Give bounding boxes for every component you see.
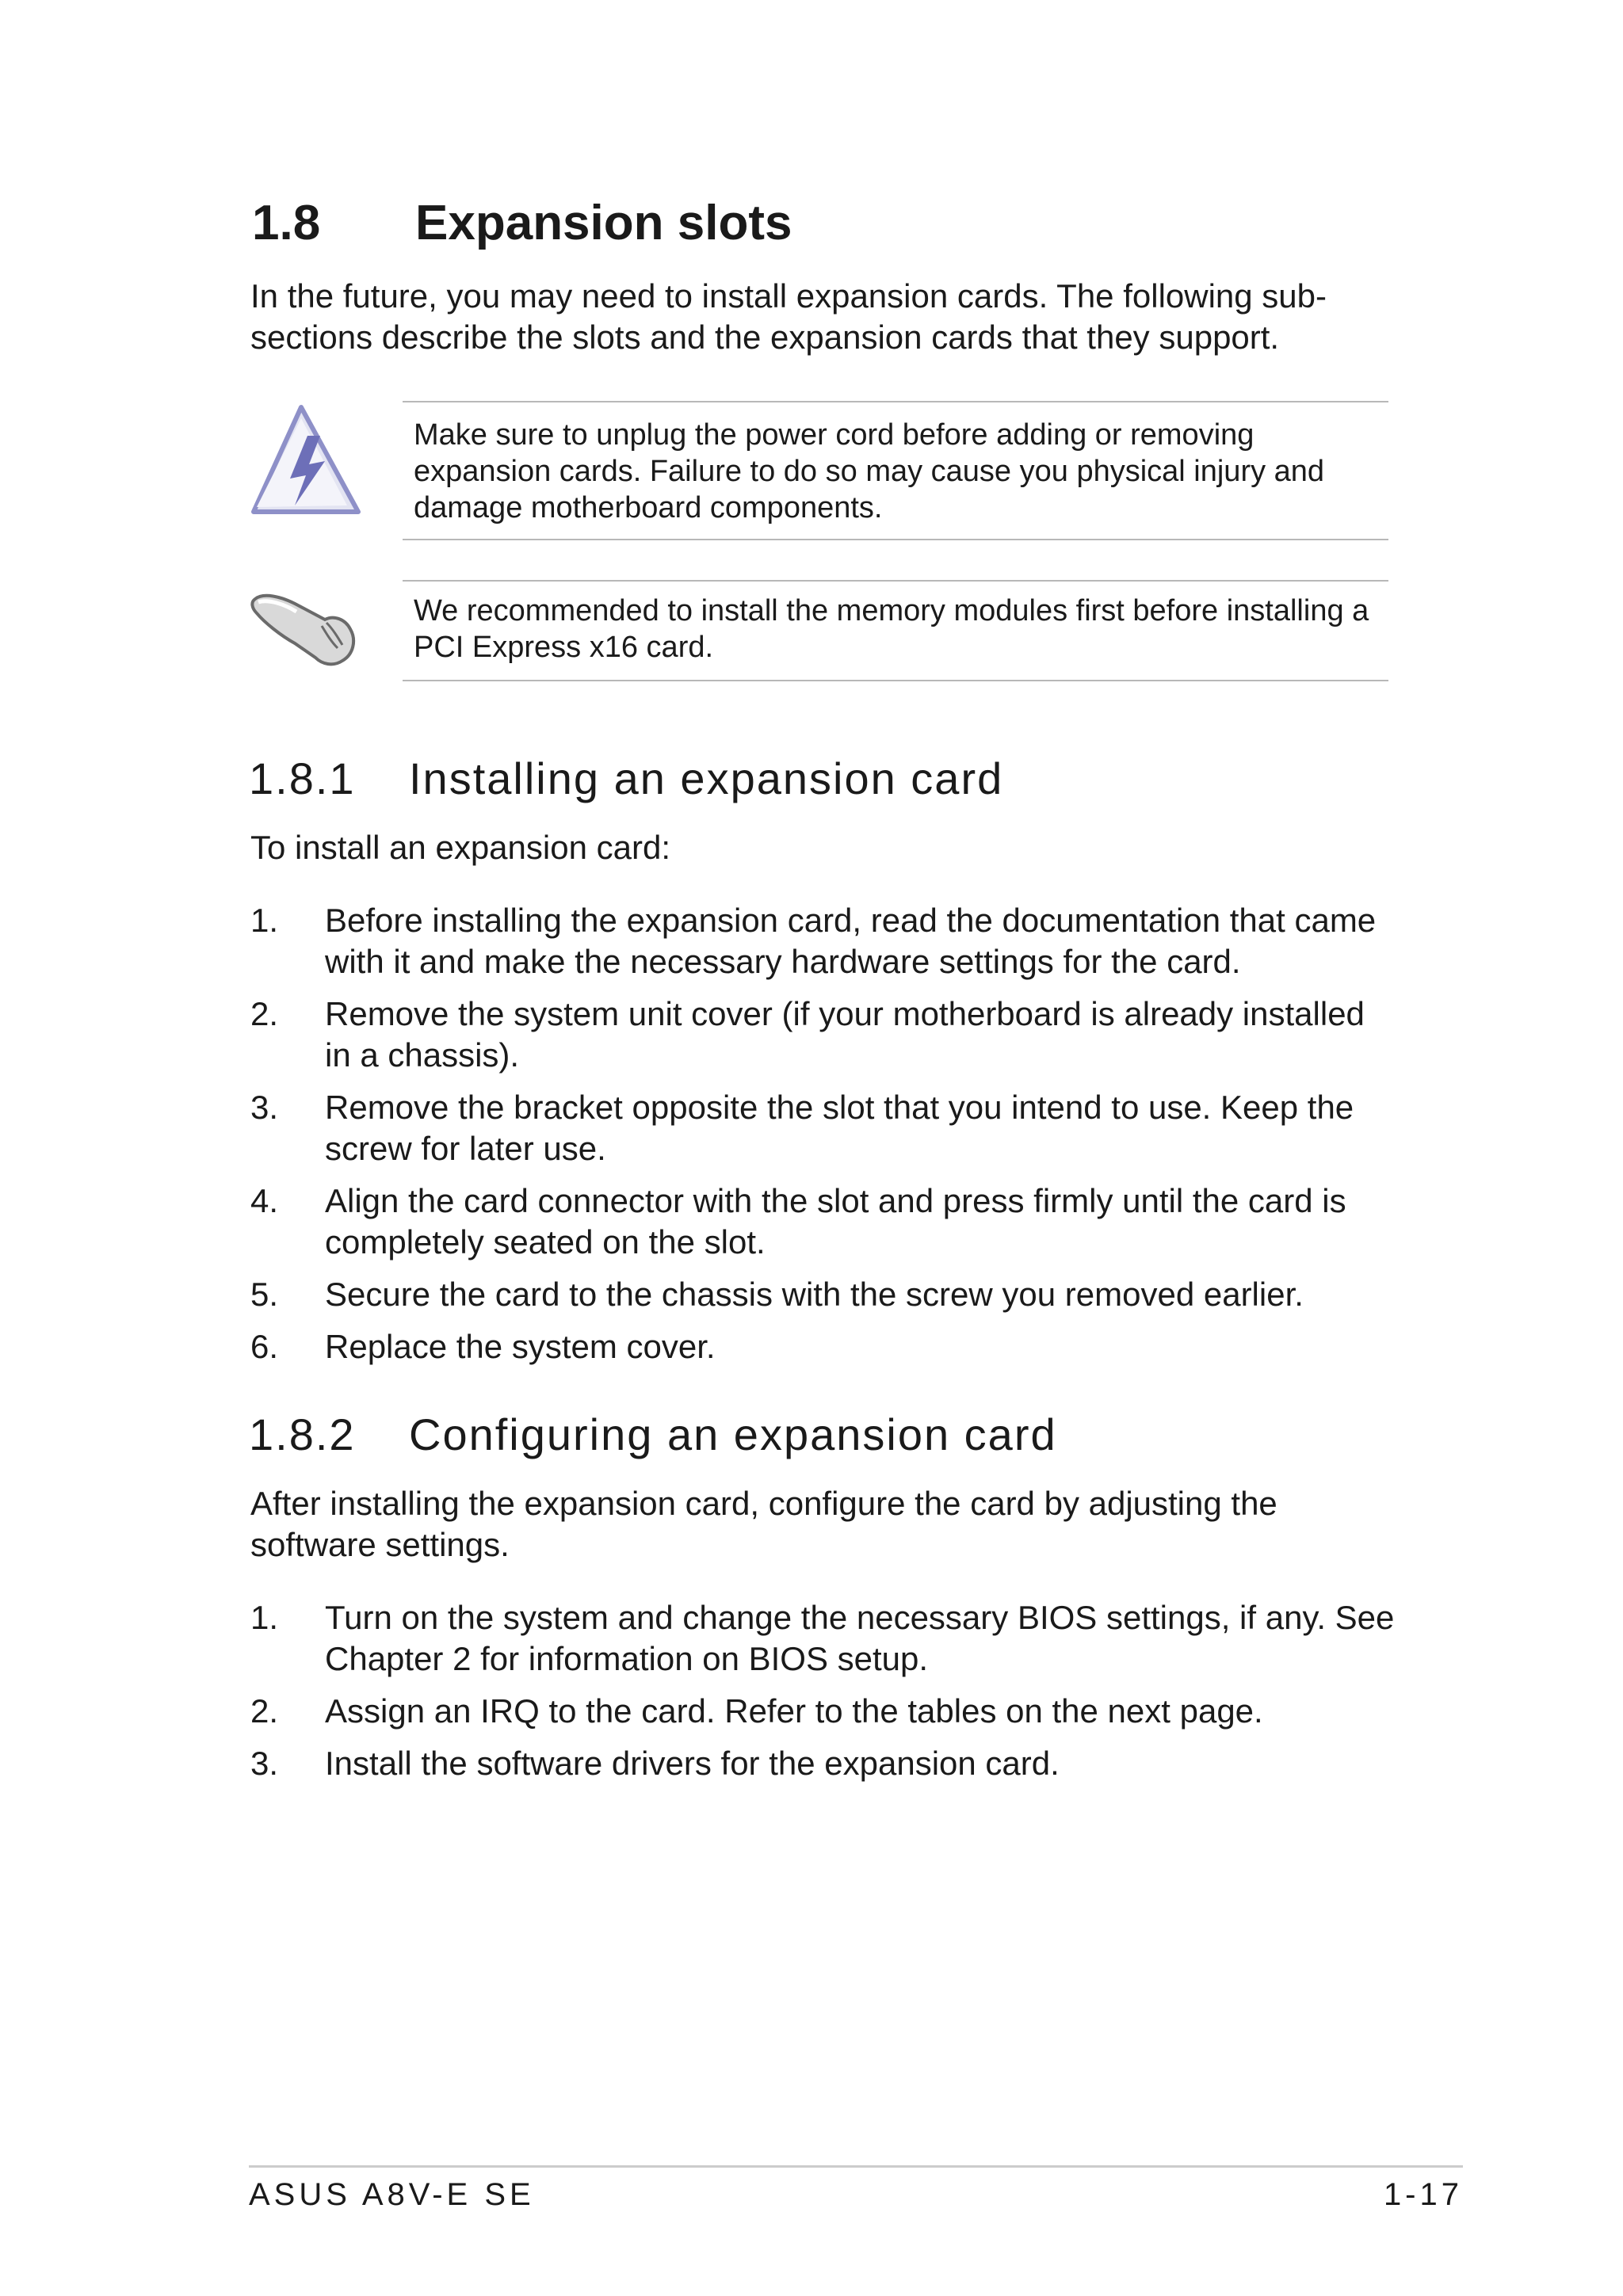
subsection-heading-configuring [249,1409,1057,1460]
pointing-hand-icon [249,578,363,672]
subsection-number: 1.8.2 [249,1409,356,1459]
warning-note [403,401,1388,540]
warning-note-text: Make sure to unplug the power cord before adding or removing expansion cards. Failure to do so may cause you physical injury and damage motherboard components. [414,418,1325,524]
footer-page-number: 1-17 [1383,2177,1463,2212]
step-text: Replace the system cover. [325,1328,716,1365]
section-number: 1.8 [252,196,321,250]
installing-steps-list [250,900,1400,1367]
section-intro: In the future, you may need to install expansion cards. The following sub-sections describe the slots and the expansion cards that they support. [250,277,1327,356]
section-heading [252,195,792,251]
list-item [250,900,1400,982]
step-text: Assign an IRQ to the card. Refer to the tables on the next page. [325,1692,1263,1730]
step-number: 2. [250,995,279,1032]
list-item [250,1597,1400,1680]
step-text: Align the card connector with the slot and press firmly until the card is completely seated on the slot. [325,1182,1346,1261]
warning-lightning-icon [249,402,363,520]
list-item [250,1743,1400,1784]
step-number: 3. [250,1089,279,1126]
step-number: 3. [250,1745,279,1782]
subsection-intro: To install an expansion card: [250,829,670,866]
list-item [250,1087,1400,1169]
info-note [403,580,1388,681]
subsection-number: 1.8.1 [249,753,356,803]
subsection-heading-installing [249,753,1003,804]
step-text: Turn on the system and change the necessary BIOS settings, if any. See Chapter 2 for information on BIOS setup. [325,1599,1395,1677]
step-text: Before installing the expansion card, read the documentation that came with it and make the necessary hardware settings for the card. [325,902,1377,980]
list-item [250,994,1400,1076]
step-number: 5. [250,1276,279,1313]
footer-product-name: ASUS A8V-E SE [249,2177,535,2212]
step-text: Secure the card to the chassis with the screw you removed earlier. [325,1276,1304,1313]
step-number: 1. [250,1599,279,1636]
step-number: 2. [250,1692,279,1730]
configuring-steps-list [250,1597,1400,1784]
step-text: Install the software drivers for the expansion card. [325,1745,1060,1782]
subsection-intro: After installing the expansion card, configure the card by adjusting the software settings. [250,1485,1277,1563]
list-item [250,1691,1400,1732]
step-text: Remove the system unit cover (if your motherboard is already installed in a chassis). [325,995,1365,1074]
section-title: Expansion slots [415,196,792,250]
subsection-title: Configuring an expansion card [409,1409,1057,1459]
footer-divider [249,2165,1463,2168]
info-note-text: We recommended to install the memory modules first before installing a PCI Express x16 card. [414,594,1369,664]
list-item [250,1326,1400,1367]
step-number: 4. [250,1182,279,1219]
list-item [250,1274,1400,1315]
step-number: 6. [250,1328,279,1365]
subsection-title: Installing an expansion card [409,753,1004,803]
list-item [250,1180,1400,1263]
step-text: Remove the bracket opposite the slot that you intend to use. Keep the screw for later use. [325,1089,1354,1167]
step-number: 1. [250,902,279,939]
